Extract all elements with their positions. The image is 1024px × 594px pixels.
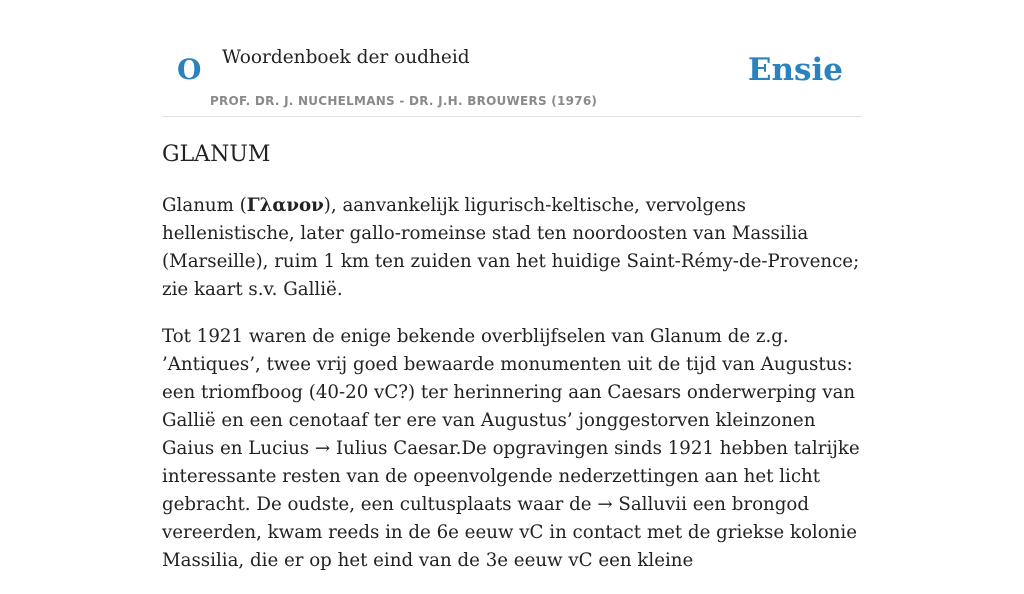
xref-iulius-caesar[interactable]: → Iulius Caesar. bbox=[314, 438, 462, 459]
p2-text-part3: een brongod vereerden, kwam reeds in de 6e eeuw vC in contact met de griekse kolonie Massilia, die er op het eind van de 3e eeuw vC een kleine bbox=[162, 494, 857, 571]
p2-text-part2: De opgravingen sinds 1921 hebben talrijke interessante resten van de opeenvolgende nederzettingen aan het licht gebracht. De oudste, een cultusplaats waar de bbox=[162, 438, 860, 515]
ensie-logo[interactable]: Ensie bbox=[747, 52, 843, 88]
article-title: GLANUM bbox=[162, 142, 271, 167]
xref-salluvii[interactable]: → Salluvii bbox=[597, 494, 687, 515]
dictionary-letter: O bbox=[177, 53, 202, 86]
article-body bbox=[162, 192, 862, 594]
greek-name: Γλανον bbox=[246, 195, 324, 216]
p2-text-part1: Tot 1921 waren de enige bekende overblijfselen van Glanum de z.g. ’Antiques’, twee vrij goed bewaarde monumenten uit de tijd van Augustus: een triomfboog (40-20 vC?) ter herinnering aan Caesars onderwerping van Gallië en een cenotaaf ter ere van Augustus’ jonggestorven kleinzonen Gaius en Lucius bbox=[162, 326, 856, 459]
book-title: Woordenboek der oudheid bbox=[222, 47, 470, 68]
book-authors: PROF. DR. J. NUCHELMANS - DR. J.H. BROUWERS (1976) bbox=[210, 94, 598, 108]
header bbox=[162, 0, 862, 117]
p1-text-after: ), aanvankelijk ligurisch-keltische, vervolgens hellenistische, later gallo-romeinse stad ten noordoosten van Massilia (Marseille), ruim 1 km ten zuiden van het huidige Saint-Rémy-de-Provence; zie kaart s.v. Gallië. bbox=[162, 195, 860, 300]
p1-text-before: Glanum ( bbox=[162, 195, 247, 216]
page bbox=[162, 0, 862, 571]
paragraph-history bbox=[162, 323, 862, 575]
paragraph-intro bbox=[162, 192, 862, 304]
